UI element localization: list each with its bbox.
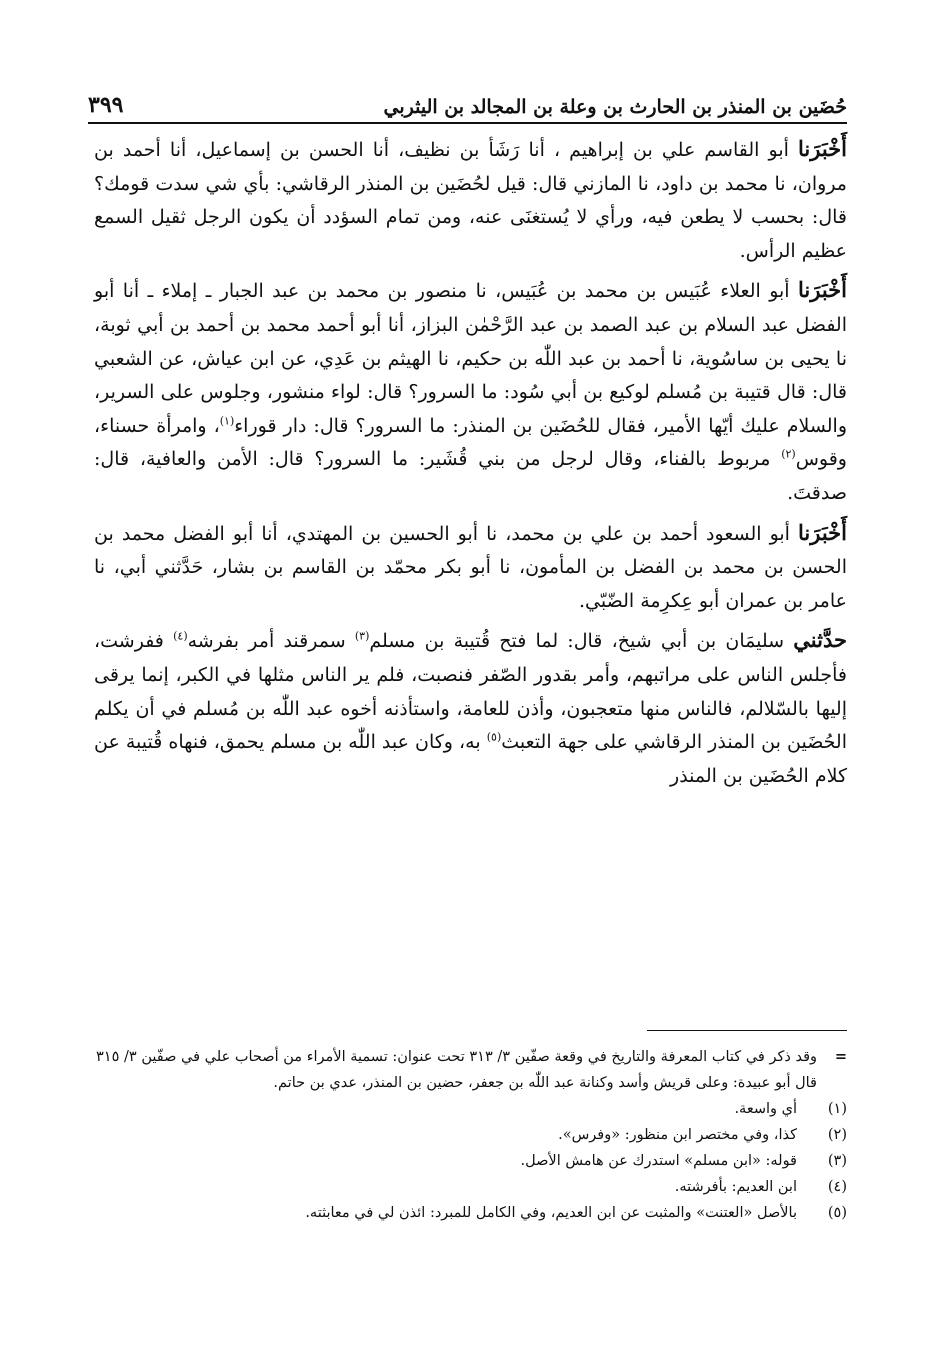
- running-head: [88, 78, 847, 124]
- paragraph-lead-word: أَخْبَرَنا: [798, 136, 847, 161]
- running-title: حُضَين بن المنذر بن الحارث بن وعلة بن المجالد بن اليثربي: [383, 96, 847, 118]
- paragraph-lead-word: حدَّثني: [793, 627, 847, 653]
- paragraph-1: [94, 132, 847, 268]
- footnote-number: (١): [827, 1101, 847, 1117]
- footnote-item: [96, 1200, 847, 1226]
- footnote-divider: [647, 1030, 847, 1031]
- paragraph-lead-word: أَخْبَرَنا: [798, 277, 847, 303]
- footnote-ref-5: (٥): [486, 730, 502, 744]
- paragraph-2: [94, 273, 847, 510]
- paragraph-3: [94, 516, 847, 619]
- paragraph-text: مربوط بالفناء، وقال لرجل من بني قُشَير: ما السرور؟ قال: الأمن والعافية، قال: صدقتَ.: [94, 448, 847, 504]
- continuation-mark: =: [834, 1048, 847, 1065]
- footnote-ref-4: (٤): [173, 629, 188, 643]
- footnote-number: (٤): [827, 1179, 847, 1195]
- footnote-text: بالأصل «العتنت» والمثبت عن ابن العديم، وفي الكامل للمبرد: ائذن لي في معابثته.: [305, 1205, 797, 1221]
- footnote-item: [96, 1096, 847, 1122]
- footnotes: [96, 1044, 847, 1226]
- footnote-item: [96, 1122, 847, 1148]
- footnote-text: قوله: «ابن مسلم» استدرك عن هامش الأصل.: [520, 1153, 797, 1169]
- paragraph-4: [94, 623, 847, 793]
- paragraph-text: ففرشت، فأجلس الناس على مراتبهم، وأمر بقدور الصّفر فنصبت، فلم ير الناس مثلها في الكبر، إنما يرقى إليها بالسّلالم، فالناس منها متعجبون، وأذن للعامة، واستأذنه أخوه عبد اللّٰه بن مُسلم في أن يكلم الحُضَين بن المنذر الرقاشي على جهة التعبث: [94, 630, 847, 754]
- footnote-number: (٢): [827, 1127, 847, 1143]
- footnote-ref-1: (١): [219, 414, 235, 428]
- paragraph-text: سليمَان بن أبي شيخ، قال: لما فتح قُتيبة بن مسلم: [369, 630, 794, 653]
- paragraph-lead-word: أَخْبَرَنا: [798, 519, 847, 545]
- paragraph-text: ، وامرأة حسناء، وقوس: [94, 414, 847, 471]
- page-number: ٣٩٩: [88, 92, 124, 118]
- footnote-item: [96, 1148, 847, 1174]
- footnote-text: ابن العديم: بأفرشته.: [674, 1179, 797, 1195]
- footnote-ref-2: (٢): [781, 448, 796, 462]
- paragraph-text: أبو القاسم علي بن إبراهيم ، أنا رَشَأ بن نظيف، أنا الحسن بن إسماعيل، أنا أحمد بن مروان، نا محمد بن داود، نا المازني قال: قيل لحُضَين بن المنذر الرقاشي: بأي شي سدت قومك؟ قال: بحسب لا يطعن فيه، ورأي لا يُستغنَى عنه، ومن تمام السؤدد أن يكون الرجل ثقيل السمع عظيم الرأس.: [94, 139, 847, 262]
- footnote-text: أي واسعة.: [734, 1101, 797, 1117]
- footnote-number: (٣): [827, 1153, 847, 1169]
- paragraph-text: أبو السعود أحمد بن علي بن محمد، نا أبو الحسين بن المهتدي، أنا أبو الفضل محمد بن الحسن بن محمد بن الفضل بن المأمون، نا أبو بكر محمّد بن القاسم بن بشار، حَدَّثني أبي، نا عامر بن عمران أبو عِكرِمة الضّبّي.: [94, 522, 847, 612]
- footnote-item: [96, 1174, 847, 1200]
- paragraph-text: سمرقند أمر بفرشه: [187, 630, 355, 653]
- main-text: [94, 132, 847, 798]
- footnote-continuation: [96, 1044, 847, 1096]
- footnote-text: كذا، وفي مختصر ابن منظور: «وفرس».: [558, 1127, 797, 1143]
- footnote-number: (٥): [827, 1205, 847, 1221]
- paragraph-text: أبو العلاء عُبَيس بن محمد بن عُبَيس، نا منصور بن محمد بن عبد الجبار ـ إملاء ـ أنا أبو الفضل عبد السلام بن عبد الصمد بن عبد الرَّحْمٰن البزاز، أنا أبو أحمد محمد بن أحمد بن أبي ثوبة، نا يحيى بن ساسُوية، نا أحمد بن عبد اللّٰه بن حكيم، نا الهيثم بن عَدِي، عن ابن عياش، عن الشعبي قال: قال قتيبة بن مُسلم لوكيع بن أبي سُود: ما السرور؟ قال: لواء منشور، وجلوس على السرير، والسلام عليك أيّها الأمير، فقال للحُضَين بن المنذر: ما السرور؟ قال: دار قوراء: [94, 280, 848, 437]
- footnote-ref-3: (٣): [354, 629, 370, 643]
- footnote-continuation-text: وقد ذكر في كتاب المعرفة والتاريخ في وقعة صفّين ٣/ ٣١٣ تحت عنوان: تسمية الأمراء من أصحاب علي في صفّين ٣/ ٣١٥ قال أبو عبيدة: وعلى قريش وأسد وكنانة عبد اللّٰه بن جعفر، حضين بن المنذر، عدي بن حاتم.: [96, 1049, 818, 1091]
- paragraph-text: به، وكان عبد اللّٰه بن مسلم يحمق، فنهاه قُتيبة عن كلام الحُضَين بن المنذر: [94, 731, 847, 787]
